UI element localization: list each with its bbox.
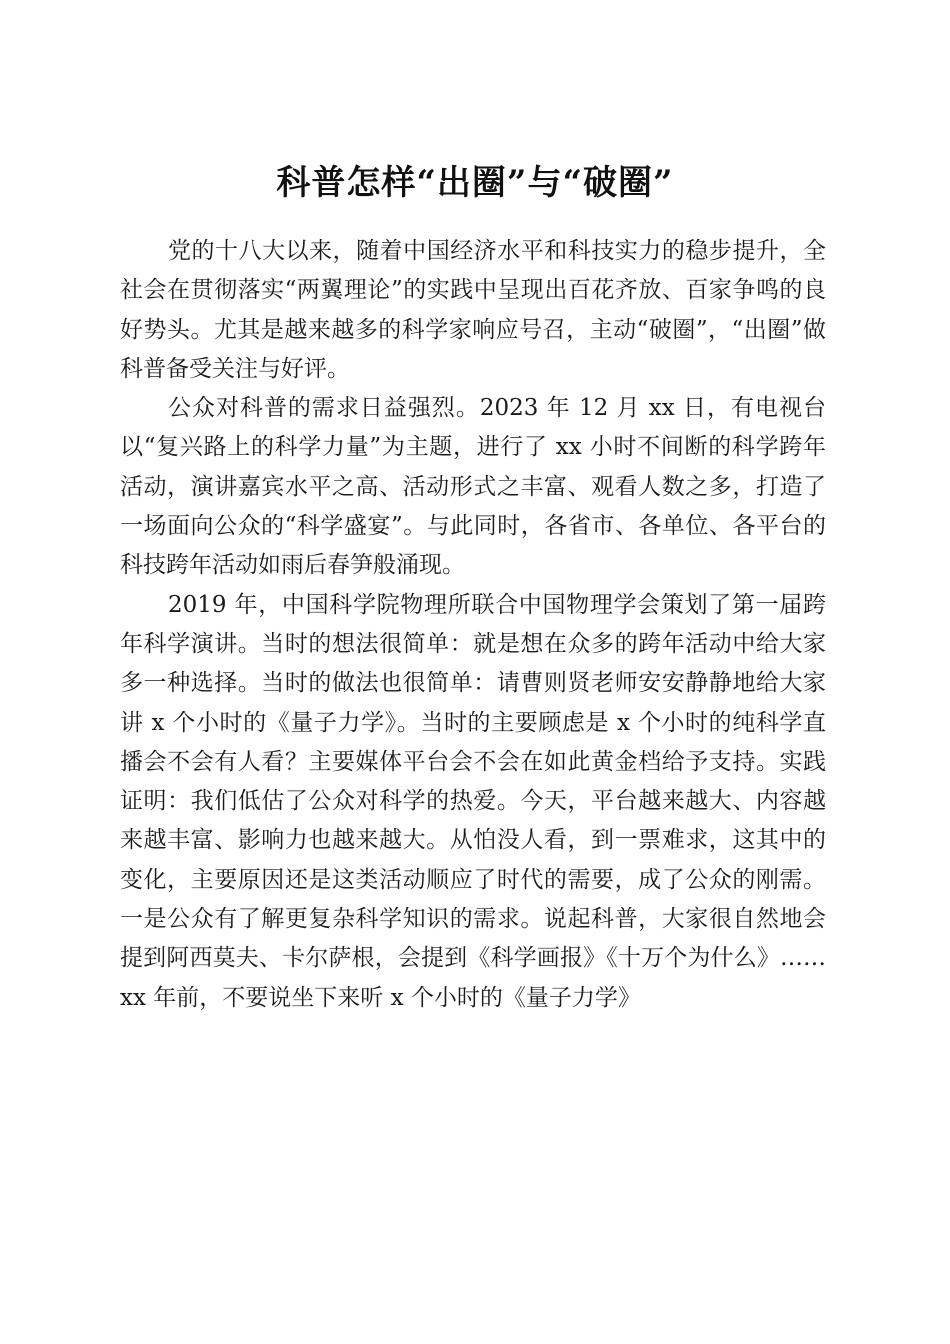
paragraph-2: 公众对科普的需求日益强烈。2023 年 12 月 xx 日，有电视台以“复兴路上的科学力量”为主题，进行了 xx 小时不间断的科学跨年活动，演讲嘉宾水平之高、活动形式之丰富、观看人数之多，打造了一场面向公众的“科学盛宴”。与此同时，各省市、各单位、各平台的科技跨年活动如雨后春笋般涌现。 (120, 395, 826, 579)
paragraph-3: 2019 年，中国科学院物理所联合中国物理学会策划了第一届跨年科学演讲。当时的想法很简单：就是想在众多的跨年活动中给大家多一种选择。当时的做法也很简单：请曹则贤老师安安静静地给大家讲 x 个小时的《量子力学》。当时的主要顾虑是 x 个小时的纯科学直播会不会有人看？主要媒体平台会不会在如此黄金档给予支持。实践证明：我们低估了公众对科学的热爱。今天，平台越来越大、内容越来越丰富、影响力也越来越大。从怕没人看，到一票难求，这其中的变化，主要原因还是这类活动顺应了时代的需要，成了公众的刚需。一是公众有了解更复杂科学知识的需求。说起科普，大家很自然地会提到阿西莫夫、卡尔萨根，会提到《科学画报》《十万个为什么》……xx 年前，不要说坐下来听 x 个小时的《量子力学》 (120, 591, 826, 1011)
document-body (120, 232, 826, 1018)
document-title: 科普怎样“出圈”与“破圈” (276, 162, 674, 203)
paragraph-1: 党的十八大以来，随着中国经济水平和科技实力的稳步提升，全社会在贯彻落实“两翼理论”的实践中呈现出百花齐放、百家争鸣的良好势头。尤其是越来越多的科学家响应号召，主动“破圈”，“出圈”做科普备受关注与好评。 (120, 238, 826, 382)
